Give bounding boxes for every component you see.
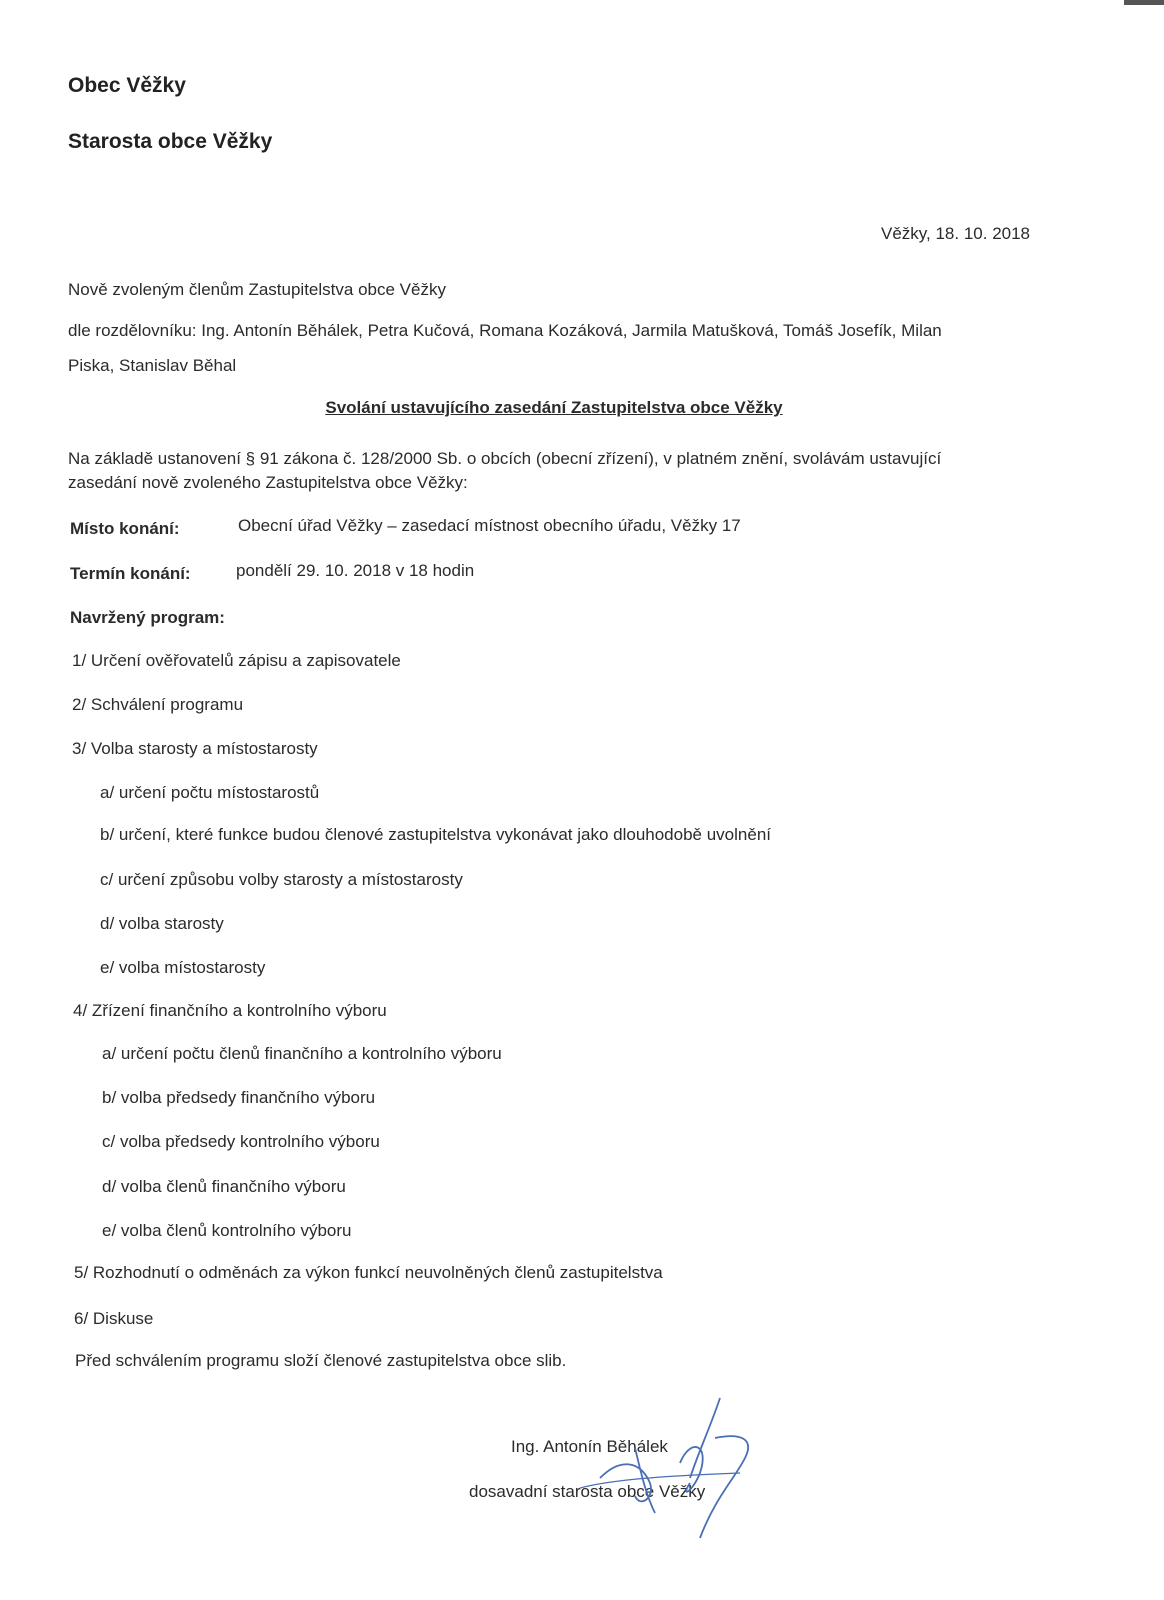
org-name: Obec Věžky — [68, 74, 186, 97]
program-subitem: d/ volba starosty — [100, 914, 224, 933]
program-subitem: b/ určení, které funkce budou členové zastupitelstva vykonávat jako dlouhodobě uvolnění — [100, 825, 771, 844]
program-item: 4/ Zřízení finančního a kontrolního výboru — [73, 1001, 387, 1020]
venue-value: Obecní úřad Věžky – zasedací místnost obecního úřadu, Věžky 17 — [238, 516, 741, 535]
intro-line-2: zasedání nově zvoleného Zastupitelstva obce Věžky: — [68, 473, 468, 492]
distribution-line-2: Piska, Stanislav Běhal — [68, 356, 237, 375]
intro-line-1: Na základě ustanovení § 91 zákona č. 128/2000 Sb. o obcích (obecní zřízení), v platném znění, svolávám ustavující — [68, 449, 942, 468]
handwritten-signature — [540, 1388, 800, 1548]
program-subitem: d/ volba členů finančního výboru — [102, 1177, 346, 1196]
program-subitem: e/ volba členů kontrolního výboru — [102, 1221, 352, 1240]
distribution-line-1: dle rozdělovníku: Ing. Antonín Běhálek, Petra Kučová, Romana Kozáková, Jarmila Matušková, Tomáš Josefík, Milan — [68, 321, 942, 340]
closing-statement: Před schválením programu složí členové zastupitelstva obce slib. — [75, 1351, 567, 1370]
recipients-line: Nově zvoleným členům Zastupitelstva obce Věžky — [68, 280, 446, 299]
term-label: Termín konání: — [70, 564, 191, 583]
office-name: Starosta obce Věžky — [68, 130, 273, 153]
signer-name: Ing. Antonín Běhálek — [511, 1437, 668, 1456]
document-title: Svolání ustavujícího zasedání Zastupitelstva obce Věžky — [325, 398, 783, 417]
program-subitem: a/ určení počtu místostarostů — [100, 783, 320, 802]
program-item: 5/ Rozhodnutí o odměnách za výkon funkcí neuvolněných členů zastupitelstva — [74, 1263, 663, 1282]
program-item: 3/ Volba starosty a místostarosty — [72, 739, 318, 758]
program-subitem: b/ volba předsedy finančního výboru — [102, 1088, 376, 1107]
program-subitem: a/ určení počtu členů finančního a kontrolního výboru — [102, 1044, 502, 1063]
date-line: Věžky, 18. 10. 2018 — [881, 224, 1031, 243]
signer-role: dosavadní starosta obce Věžky — [469, 1482, 706, 1501]
program-item: 1/ Určení ověřovatelů zápisu a zapisovatele — [72, 651, 401, 670]
program-item: 2/ Schválení programu — [72, 695, 244, 714]
term-value: pondělí 29. 10. 2018 v 18 hodin — [236, 561, 475, 580]
venue-label: Místo konání: — [70, 519, 180, 538]
program-subitem: e/ volba místostarosty — [100, 958, 266, 977]
program-label: Navržený program: — [70, 608, 225, 627]
scan-edge-mark — [1124, 0, 1164, 5]
program-item: 6/ Diskuse — [74, 1309, 154, 1328]
program-subitem: c/ volba předsedy kontrolního výboru — [102, 1132, 380, 1151]
program-subitem: c/ určení způsobu volby starosty a místostarosty — [100, 870, 463, 889]
